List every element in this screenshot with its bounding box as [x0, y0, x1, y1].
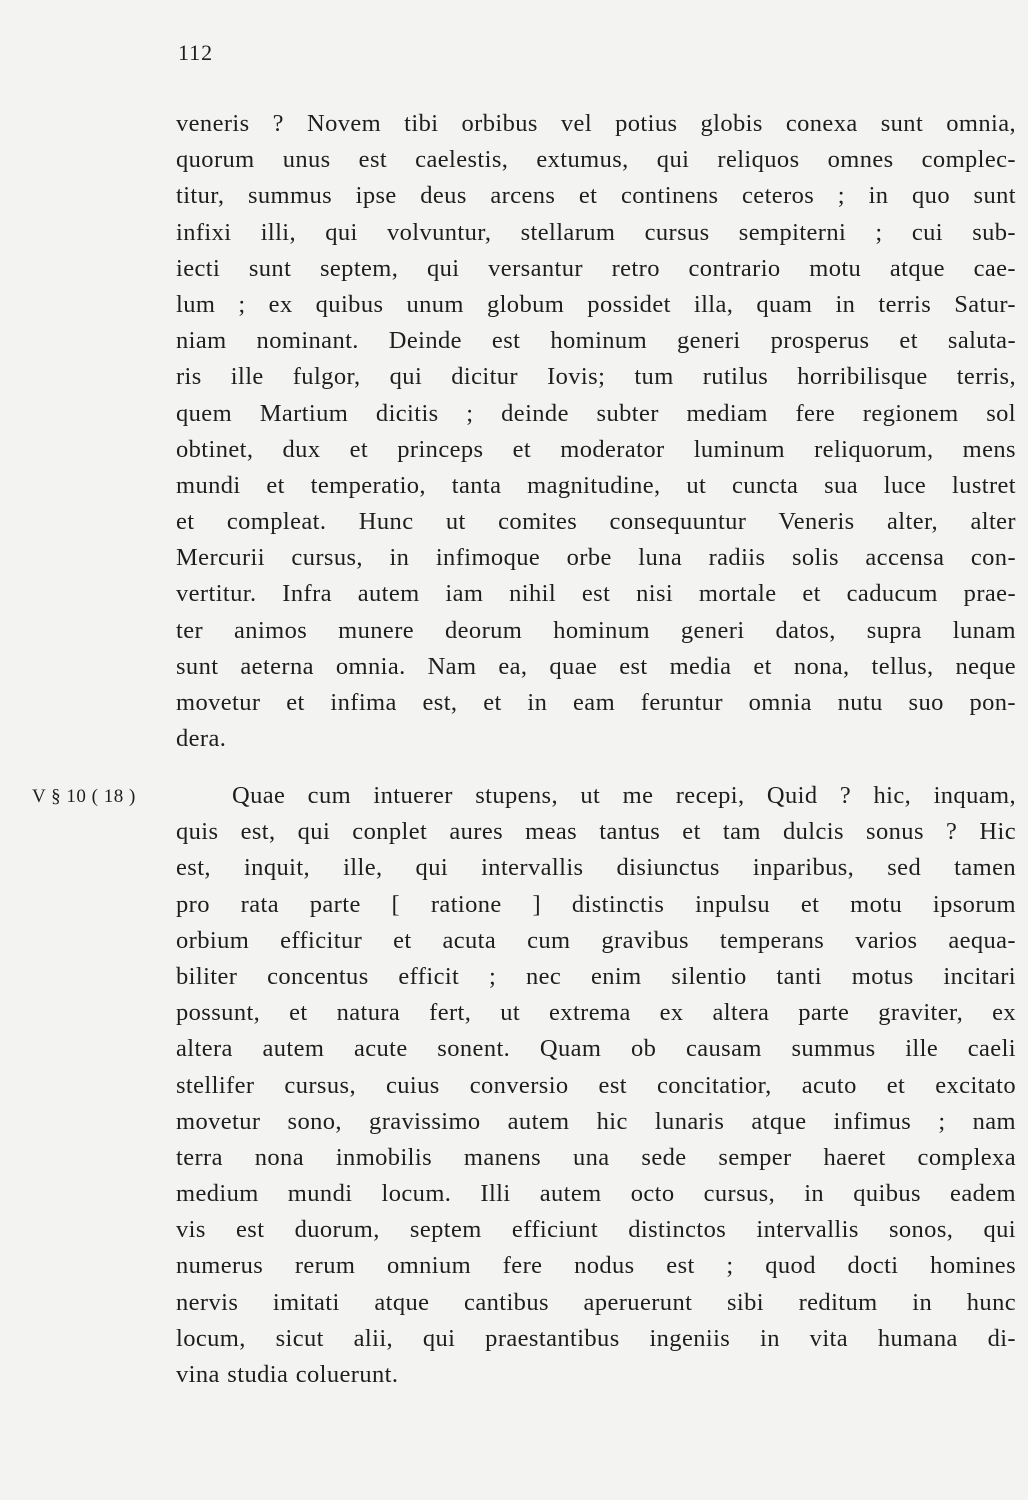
text-line: veneris ? Novem tibi orbibus vel potius globis conexa sunt omnia, [176, 110, 1016, 137]
text-line: biliter concentus efficit ; nec enim silentio tanti motus incitari [176, 962, 1016, 990]
text-line: nervis imitati atque cantibus aperuerunt sibi reditum in hunc [176, 1288, 1016, 1316]
text-line: et compleat. Hunc ut comites consequuntur Veneris alter, alter [176, 508, 1016, 536]
text-line: Quae cum intuerer stupens, ut me recepi, Quid ? hic, inquam, [232, 782, 1016, 809]
page-number: 112 [178, 40, 214, 65]
text-line: ris ille fulgor, qui dicitur Iovis; tum rutilus horribilisque terris, [176, 363, 1016, 391]
text-line: ter animos munere deorum hominum generi datos, supra lunam [176, 616, 1016, 644]
text-line: titur, summus ipse deus arcens et continens ceteros ; in quo sunt [176, 182, 1016, 210]
text-line: pro rata parte [ ratione ] distinctis inpulsu et motu ipsorum [176, 890, 1016, 918]
text-line: infixi illi, qui volvuntur, stellarum cursus sempiterni ; cui sub- [176, 218, 1016, 246]
text-line: locum, sicut alii, qui praestantibus ingeniis in vita humana di- [176, 1324, 1016, 1352]
text-line: vertitur. Infra autem iam nihil est nisi mortale et caducum prae- [176, 580, 1016, 608]
text-line: dera. [176, 725, 227, 753]
paragraph-2 [176, 778, 1016, 1393]
text-line: est, inquit, ille, qui intervallis disiunctus inparibus, sed tamen [176, 854, 1016, 882]
text-line: orbium efficitur et acuta cum gravibus temperans varios aequa- [176, 926, 1016, 954]
text-line: mundi et temperatio, tanta magnitudine, ut cuncta sua luce lustret [176, 471, 1016, 499]
text-line: medium mundi locum. Illi autem octo cursus, in quibus eadem [176, 1180, 1016, 1208]
text-line: Mercurii cursus, in infimoque orbe luna radiis solis accensa con- [176, 544, 1016, 572]
text-line: sunt aeterna omnia. Nam ea, quae est media et nona, tellus, neque [176, 652, 1016, 680]
text-line: altera autem acute sonent. Quam ob causam summus ille caeli [176, 1035, 1016, 1063]
text-line: movetur sono, gravissimo autem hic lunaris atque infimus ; nam [176, 1107, 1016, 1135]
text-line: vina studia coluerunt. [176, 1361, 399, 1388]
text-line: terra nona inmobilis manens una sede semper haeret complexa [176, 1143, 1016, 1171]
paragraph-1 [176, 106, 1016, 757]
text-line: quem Martium dicitis ; deinde subter mediam fere regionem sol [176, 399, 1016, 427]
text-line: possunt, et natura fert, ut extrema ex altera parte graviter, ex [176, 999, 1016, 1027]
text-line: stellifer cursus, cuius conversio est concitatior, acuto et excitato [176, 1071, 1016, 1099]
text-line: quorum unus est caelestis, extumus, qui reliquos omnes complec- [176, 146, 1016, 174]
text-line: iecti sunt septem, qui versantur retro contrario motu atque cae- [176, 254, 1016, 282]
text-line: obtinet, dux et princeps et moderator luminum reliquorum, mens [176, 435, 1016, 463]
text-line: numerus rerum omnium fere nodus est ; quod docti homines [176, 1252, 1016, 1280]
text-line: movetur et infima est, et in eam feruntur omnia nutu suo pon- [176, 689, 1016, 716]
text-line: niam nominant. Deinde est hominum generi prosperus et saluta- [176, 327, 1016, 355]
text-line: vis est duorum, septem efficiunt distinctos intervallis sonos, qui [176, 1216, 1016, 1244]
text-line: quis est, qui conplet aures meas tantus et tam dulcis sonus ? Hic [176, 818, 1016, 846]
text-line: lum ; ex quibus unum globum possidet illa, quam in terris Satur- [176, 290, 1016, 318]
marginal-reference: V § 10 ( 18 ) [32, 786, 136, 807]
